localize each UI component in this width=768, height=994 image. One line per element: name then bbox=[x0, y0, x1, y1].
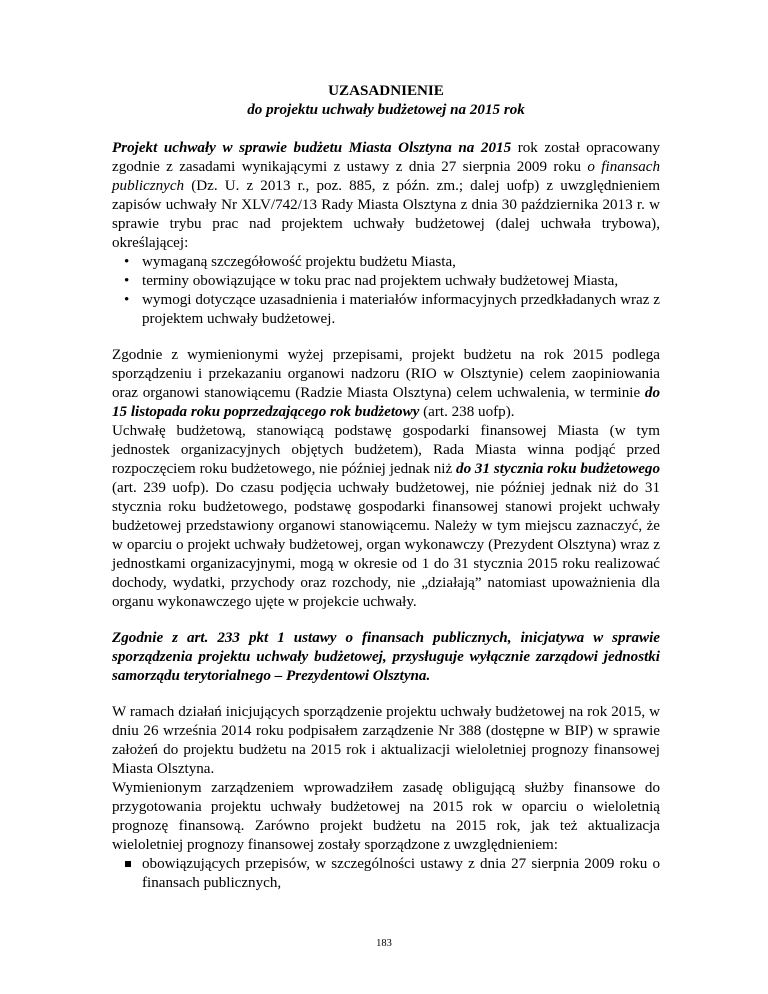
document-subtitle: do projektu uchwały budżetowej na 2015 rok bbox=[247, 102, 525, 118]
list-item: • wymogi dotyczące uzasadnienia i materiałów informacyjnych przedkładanych wraz z projektem uchwały budżetowej. bbox=[112, 291, 660, 329]
paragraph-directive: W ramach działań inicjujących sporządzenie projektu uchwały budżetowej na rok 2015, w dniu 26 września 2014 roku podpisałem zarządzenie Nr 388 (dostępne w BIP) w sprawie założeń do projektu budżetu na 2015 rok i aktualizacji wieloletniej prognozy finansowej Miasta Olsztyna. bbox=[112, 704, 660, 777]
p2-text-1: Zgodnie z wymienionymi wyżej przepisami, projekt budżetu na rok 2015 podlega sporządzeniu i przekazaniu organowi nadzoru (RIO w Olsztynie) celem zaopiniowania oraz organowi stanowiącemu (Radzie Miasta Olsztyna) celem uchwalenia, w terminie bbox=[112, 347, 660, 401]
list-item: • terminy obowiązujące w toku prac nad projektem uchwały budżetowej Miasta, bbox=[112, 272, 660, 291]
p3-emphasis: do 31 stycznia roku budżetowego bbox=[456, 461, 660, 477]
intro-lead: Projekt uchwały w sprawie budżetu Miasta Olsztyna na 2015 bbox=[112, 140, 512, 156]
document-page bbox=[112, 82, 660, 893]
paragraph-principle: Wymienionym zarządzeniem wprowadziłem zasadę obligującą służby finansowe do przygotowania projektu uchwały budżetowej na 2015 rok w oparciu o wieloletnią prognozę finansową. Zarówno projekt budżetu na 2015 rok, jak też aktualizacja wieloletniej prognozy finansowej zostały sporządzone z uwzględnieniem: bbox=[112, 780, 660, 853]
paragraph-deadline-submission bbox=[112, 346, 660, 422]
paragraph-intro bbox=[112, 139, 660, 253]
list-item: • wymaganą szczegółowość projektu budżetu Miasta, bbox=[112, 253, 660, 272]
p2-emphasis: do 15 listopada roku poprzedzającego rok budżetowy bbox=[112, 385, 660, 420]
list-item: obowiązujących przepisów, w szczególności ustawy z dnia 27 sierpnia 2009 roku o finansach publicznych, bbox=[112, 855, 660, 893]
intro-text-1: rok został opracowany zgodnie z zasadami wynikającymi z ustawy z dnia 27 sierpnia 2009 roku bbox=[112, 140, 660, 175]
bullet-list-considerations bbox=[112, 855, 660, 893]
document-title: UZASADNIENIE bbox=[328, 83, 444, 99]
intro-italic: o finansach publicznych bbox=[112, 159, 660, 194]
p2-text-2: (art. 238 uofp). bbox=[419, 404, 515, 420]
p3-text-1: Uchwałę budżetową, stanowiącą podstawę gospodarki finansowej Miasta (w tym jednostek organizacyjnych objętych budżetem), Rada Miasta winna podjąć przed rozpoczęciem roku budżetowego, nie później jednak niż bbox=[112, 423, 660, 477]
paragraph-initiative: Zgodnie z art. 233 pkt 1 ustawy o finansach publicznych, inicjatywa w sprawie sporządzenia projektu uchwały budżetowej, przysługuje wyłącznie zarządowi jednostki samorządu terytorialnego – Prezydentowi Olsztyna. bbox=[112, 630, 660, 684]
intro-text-2: (Dz. U. z 2013 r., poz. 885, z późn. zm.; dalej uofp) z uwzględnieniem zapisów uchwały Nr XLV/742/13 Rady Miasta Olsztyna z dnia 30 października 2013 r. w sprawie trybu prac nad projektem uchwały budżetowej (dalej uchwała trybowa), określającej: bbox=[112, 178, 660, 251]
page-number: 183 bbox=[376, 938, 392, 949]
paragraph-deadline-adoption bbox=[112, 422, 660, 612]
p3-text-2: (art. 239 uofp). Do czasu podjęcia uchwały budżetowej, nie później jednak niż do 31 stycznia roku budżetowego, podstawę gospodarki finansowej stanowi projekt uchwały budżetowej przedstawiony organowi stanowiącemu. Należy w tym miejscu zaznaczyć, że w oparciu o projekt uchwały budżetowej, organ wykonawczy (Prezydent Olsztyna) wraz z jednostkami organizacyjnymi, mogą w okresie od 1 do 31 stycznia 2015 roku realizować dochody, wydatki, przychody oraz rozchody, nie „działają” natomiast upoważnienia dla organu wykonawczego ujęte w projekcie uchwały. bbox=[112, 480, 660, 610]
bullet-list-requirements bbox=[112, 253, 660, 329]
